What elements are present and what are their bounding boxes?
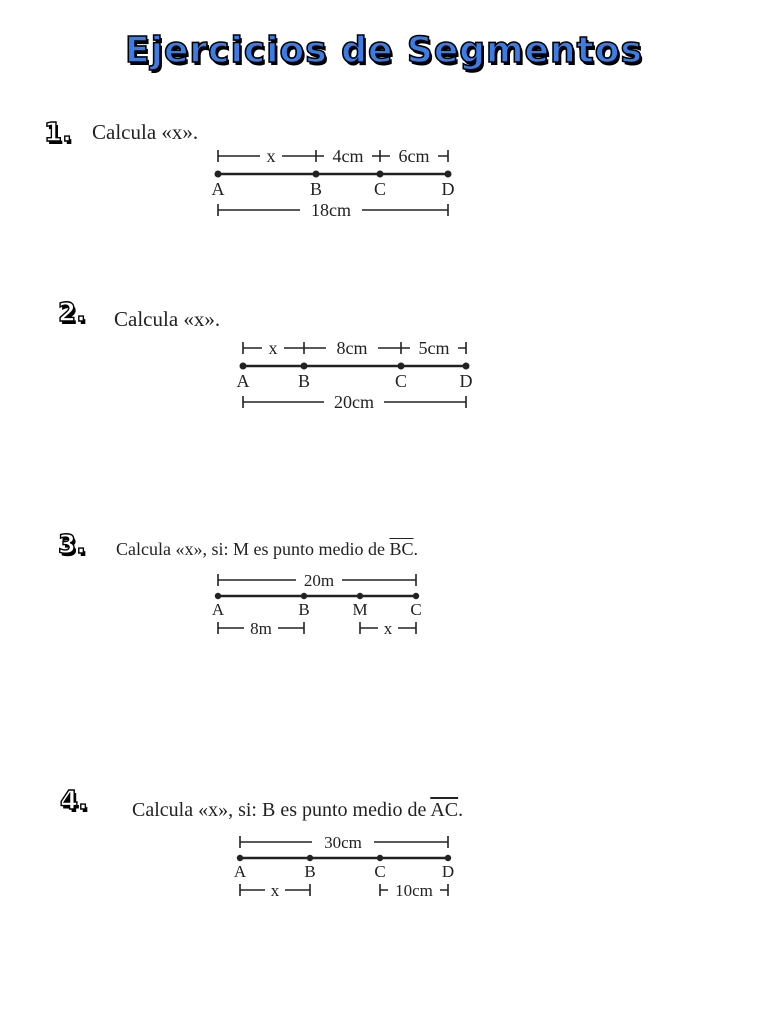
exercise-prompt bbox=[116, 539, 418, 560]
dimension-label: x bbox=[270, 881, 280, 900]
exercise-number: 1. bbox=[44, 118, 72, 148]
point-label: C bbox=[394, 371, 408, 391]
dimension-label: 5cm bbox=[418, 338, 450, 358]
dimension-label: 20cm bbox=[334, 392, 374, 412]
point-dot bbox=[377, 855, 383, 861]
segment-name: $\overline{BC}$ bbox=[389, 539, 414, 559]
dimension-label: x bbox=[383, 619, 393, 638]
prompt-text: Calcula «x», si: M es punto medio de bbox=[116, 539, 390, 559]
dimension-label: 8cm bbox=[336, 338, 368, 358]
point-dot bbox=[445, 855, 451, 861]
segment-name: $\overline{AC}$ bbox=[430, 799, 459, 821]
point-dot bbox=[301, 593, 307, 599]
exercise-number: 4. bbox=[60, 786, 88, 816]
point-dot bbox=[215, 593, 221, 599]
point-label: D bbox=[441, 862, 455, 881]
point-dot bbox=[398, 363, 405, 370]
point-dot bbox=[301, 363, 308, 370]
segment-diagram bbox=[0, 566, 768, 646]
point-label: B bbox=[297, 371, 311, 391]
point-dot bbox=[357, 593, 363, 599]
prompt-end: . bbox=[458, 799, 464, 821]
point-label: B bbox=[304, 862, 316, 881]
exercise-prompt: Calcula «x». bbox=[92, 120, 199, 144]
point-dot bbox=[240, 363, 247, 370]
point-dot bbox=[307, 855, 313, 861]
point-label: A bbox=[211, 600, 225, 619]
dimension-label: 10cm bbox=[395, 881, 433, 900]
dimension-label: 6cm bbox=[398, 146, 430, 166]
dimension-label: x bbox=[266, 146, 276, 166]
point-dot bbox=[313, 171, 320, 178]
point-label: A bbox=[233, 862, 247, 881]
point-label: B bbox=[309, 179, 323, 199]
point-label: B bbox=[298, 600, 310, 619]
point-label: C bbox=[374, 862, 386, 881]
page-title: Ejercicios de Segmentos bbox=[125, 30, 643, 71]
point-dot bbox=[445, 171, 452, 178]
dimension-label: x bbox=[268, 338, 278, 358]
point-label: D bbox=[459, 371, 473, 391]
point-label: D bbox=[441, 179, 455, 199]
point-label: C bbox=[373, 179, 387, 199]
exercise-number: 2. bbox=[58, 298, 86, 328]
point-dot bbox=[377, 171, 384, 178]
prompt-text: Calcula «x», si: B es punto medio de bbox=[132, 799, 431, 821]
dimension-label: 18cm bbox=[311, 200, 351, 220]
dimension-label: 4cm bbox=[332, 146, 364, 166]
point-label: A bbox=[211, 179, 225, 199]
dimension-label: 8m bbox=[250, 619, 272, 638]
point-dot bbox=[237, 855, 243, 861]
prompt-end: . bbox=[413, 539, 418, 559]
point-label: M bbox=[352, 600, 368, 619]
segment-diagram bbox=[0, 828, 768, 908]
point-dot bbox=[463, 363, 470, 370]
exercise-prompt bbox=[132, 799, 463, 822]
segment-diagram bbox=[0, 140, 768, 230]
point-label: A bbox=[236, 371, 250, 391]
dimension-label: 30cm bbox=[324, 833, 362, 852]
dimension-label: 20m bbox=[303, 571, 335, 590]
exercise-prompt: Calcula «x». bbox=[114, 307, 221, 331]
point-dot bbox=[215, 171, 222, 178]
segment-diagram bbox=[0, 332, 768, 422]
exercise-number: 3. bbox=[58, 530, 86, 560]
point-label: C bbox=[410, 600, 422, 619]
point-dot bbox=[413, 593, 419, 599]
